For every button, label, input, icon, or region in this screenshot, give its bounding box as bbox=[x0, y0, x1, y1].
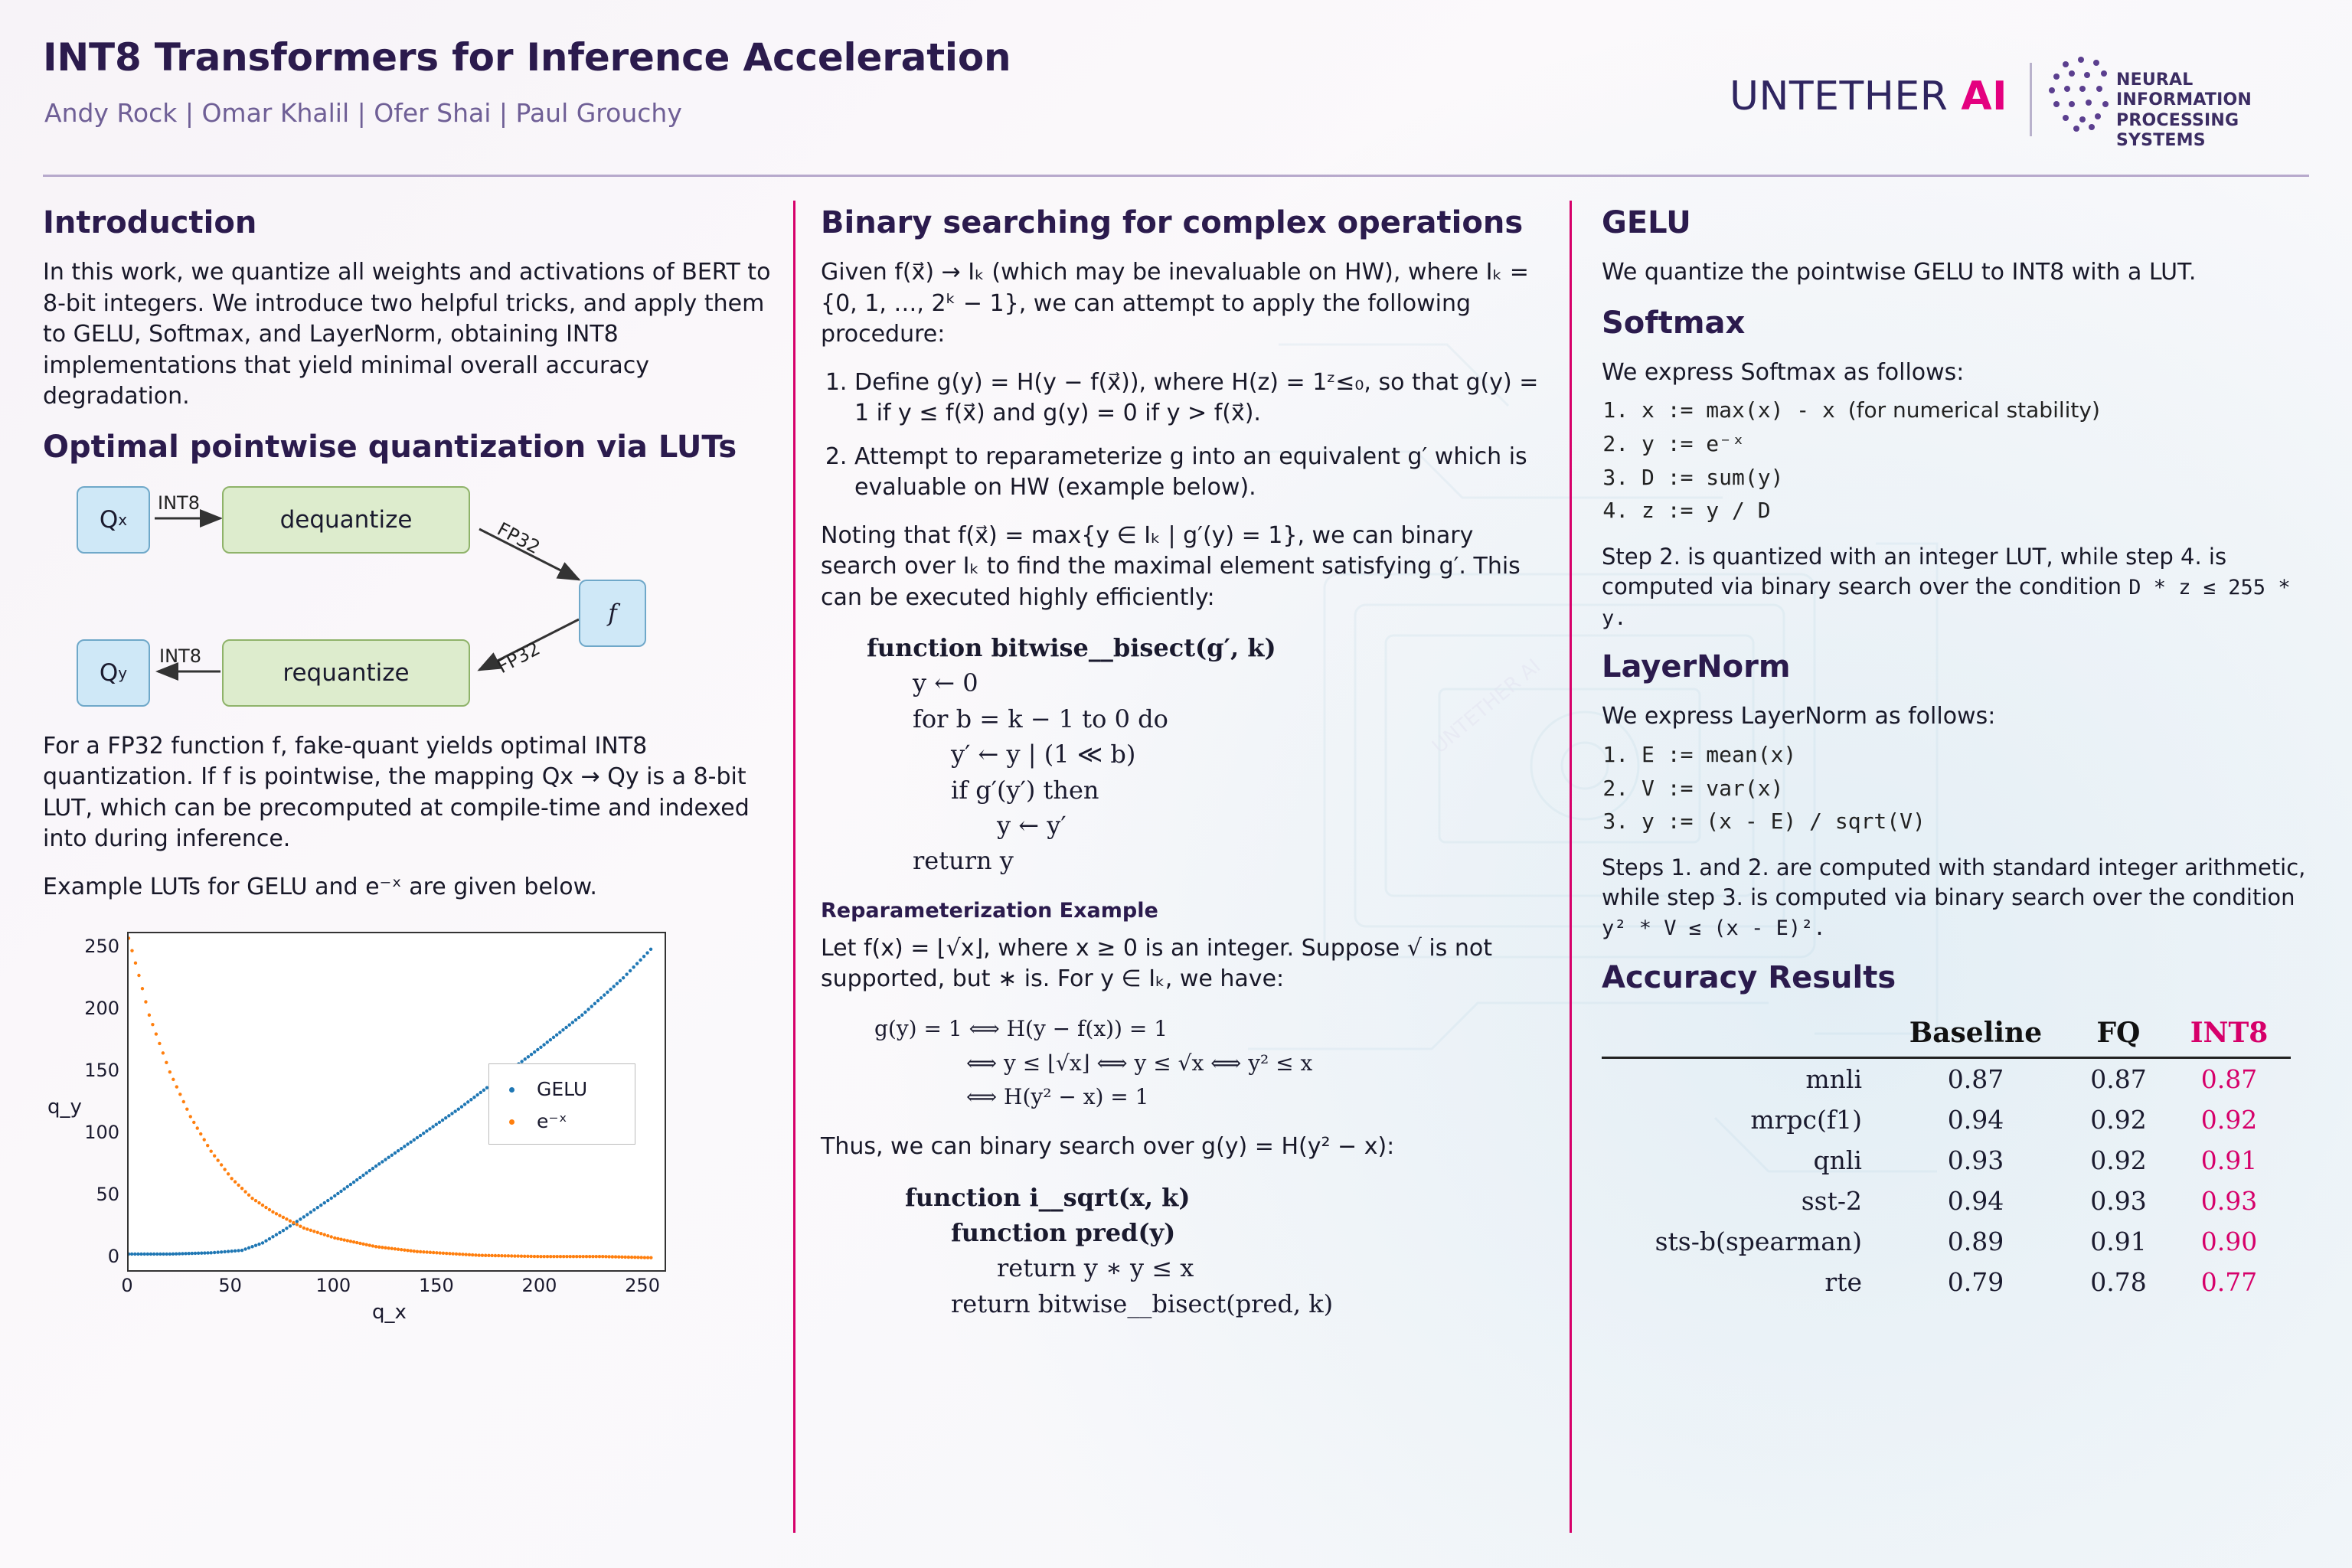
layernorm-note: Steps 1. and 2. are computed with standard integer arithmetic, while step 3. is computed via binary search over the condition y² * V ≤ (x - E)². bbox=[1602, 854, 2306, 941]
cell-fq: 0.91 bbox=[2090, 1226, 2147, 1256]
chart-legend bbox=[488, 1063, 635, 1145]
layernorm-note-condition: y² * V ≤ (x - E)². bbox=[1602, 916, 1826, 941]
table-row bbox=[1602, 1221, 2291, 1262]
lut-heading: Optimal pointwise quantization via LUTs bbox=[43, 429, 737, 465]
table-header-row bbox=[1602, 1012, 2291, 1058]
gelu-body: We quantize the pointwise GELU to INT8 with a LUT. bbox=[1602, 259, 2197, 286]
cell-baseline: 0.94 bbox=[1947, 1185, 2004, 1216]
table-body bbox=[1602, 1057, 2291, 1302]
algo1-line-4: y′ ← y | (1 ≪ b) bbox=[951, 740, 1136, 769]
chart-xtick: 150 bbox=[418, 1275, 454, 1296]
cell-int8: 0.77 bbox=[2200, 1266, 2258, 1297]
cell-int8: 0.90 bbox=[2200, 1226, 2258, 1256]
cell-int8: 0.91 bbox=[2200, 1145, 2258, 1175]
author-list: Andy Rock | Omar Khalil | Ofer Shai | Paul Grouchy bbox=[44, 98, 682, 128]
col-header-fq: FQ bbox=[2096, 1016, 2141, 1049]
chart-ytick: 150 bbox=[84, 1060, 119, 1082]
cell-task: mnli bbox=[1805, 1063, 1862, 1094]
column-middle bbox=[821, 205, 1556, 1340]
softmax-intro: We express Softmax as follows: bbox=[1602, 358, 1965, 386]
cell-int8: 0.87 bbox=[2200, 1063, 2258, 1094]
softmax-step-3: 3. D := sum(y) bbox=[1642, 463, 2314, 492]
algo2-line-4: return bitwise__bisect(pred, k) bbox=[951, 1289, 1334, 1318]
reparameterization-conclusion: Thus, we can binary search over g(y) = H(y² − x): bbox=[821, 1133, 1395, 1161]
quantization-diagram bbox=[43, 482, 747, 711]
company-logo bbox=[1730, 74, 2007, 119]
lut-body-2: Example LUTs for GELU and e⁻ˣ are given below. bbox=[43, 873, 597, 900]
algo1-line-1: function bitwise__bisect(g′, k) bbox=[867, 633, 1276, 662]
column-divider-1 bbox=[793, 201, 795, 1533]
cell-task: qnli bbox=[1813, 1145, 1862, 1175]
binary-search-intro: Given f(x⃗) → Iₖ (which may be inevaluable on HW), where Iₖ = {0, 1, …, 2ᵏ − 1}, we can attempt to apply the following procedure: bbox=[821, 259, 1529, 348]
chart-ytick: 50 bbox=[96, 1183, 119, 1205]
svg-text:UNTETHER AI: UNTETHER AI bbox=[1428, 655, 1546, 759]
introduction-body: In this work, we quantize all weights and activations of BERT to 8-bit integers. We introduce two helpful tricks, and apply them to GELU, Softmax, and LayerNorm, obtaining INT8 implementations that yield minimal overall accuracy degradation. bbox=[43, 259, 771, 410]
cell-task: sts-b(spearman) bbox=[1655, 1226, 1862, 1256]
cell-baseline: 0.94 bbox=[1947, 1104, 2004, 1135]
softmax-step-4: 4. z := y / D bbox=[1642, 496, 2314, 525]
algo1-line-2: y ← 0 bbox=[913, 668, 978, 698]
cell-int8: 0.93 bbox=[2200, 1185, 2258, 1216]
int8-label-top: INT8 bbox=[158, 492, 200, 514]
gelu-heading: GELU bbox=[1602, 205, 1691, 240]
neurips-logo-text: NEURAL INFORMATION PROCESSING SYSTEMS bbox=[2116, 70, 2252, 151]
cell-baseline: 0.87 bbox=[1947, 1063, 2004, 1094]
column-divider-2 bbox=[1570, 201, 1572, 1533]
procedure-steps bbox=[821, 368, 1556, 504]
cell-fq: 0.93 bbox=[2090, 1185, 2147, 1216]
accuracy-results-table bbox=[1602, 1012, 2291, 1302]
chart-xtick: 250 bbox=[625, 1275, 660, 1296]
cell-fq: 0.87 bbox=[2090, 1063, 2147, 1094]
introduction-heading: Introduction bbox=[43, 205, 257, 240]
layernorm-step-1: 1. E := mean(x) bbox=[1642, 740, 2314, 769]
cell-fq: 0.92 bbox=[2090, 1104, 2147, 1135]
algo1-line-3: for b = k − 1 to 0 do bbox=[913, 704, 1168, 733]
chart-ylabel: q_y bbox=[47, 1096, 82, 1119]
dequantize-node: dequantize bbox=[222, 486, 470, 554]
algo1-line-5: if g′(y′) then bbox=[951, 775, 1099, 805]
chart-plot-area bbox=[127, 932, 666, 1272]
table-row bbox=[1602, 1099, 2291, 1140]
cell-fq: 0.78 bbox=[2090, 1266, 2147, 1297]
cell-task: rte bbox=[1824, 1266, 1862, 1297]
layernorm-heading: LayerNorm bbox=[1602, 649, 1791, 685]
binary-search-noting: Noting that f(x⃗) = max{y ∈ Iₖ | g′(y) = 1}, we can binary search over Iₖ to find the maximal element satisfying g′. This can be executed highly efficiently: bbox=[821, 521, 1521, 611]
column-right bbox=[1602, 205, 2314, 1302]
binary-search-heading: Binary searching for complex operations bbox=[821, 205, 1524, 240]
chart-ytick: 250 bbox=[84, 936, 119, 958]
lut-chart bbox=[43, 920, 717, 1333]
fp32-label-bottom: FP32 bbox=[493, 637, 544, 678]
legend-marker-exp bbox=[509, 1119, 514, 1125]
chart-xtick: 200 bbox=[521, 1275, 557, 1296]
qy-node: Q y bbox=[77, 639, 150, 707]
col-header-task bbox=[1602, 1012, 1882, 1058]
procedure-step-1: 1. Define g(y) = H(y − f(x⃗)), where H(z) = 1ᶻ≤₀, so that g(y) = 1 if y ≤ f(x⃗) and g(y) = 0 if y > f(x⃗). bbox=[854, 368, 1556, 430]
int8-label-bottom: INT8 bbox=[159, 645, 201, 667]
table-row bbox=[1602, 1057, 2291, 1099]
accuracy-results-heading: Accuracy Results bbox=[1602, 959, 1896, 995]
chart-xtick: 100 bbox=[315, 1275, 351, 1296]
requantize-node: requantize bbox=[222, 639, 470, 707]
logo-divider bbox=[2030, 63, 2032, 136]
col-header-int8: INT8 bbox=[2190, 1016, 2269, 1049]
cell-baseline: 0.93 bbox=[1947, 1145, 2004, 1175]
algo1-line-7: return y bbox=[913, 846, 1014, 876]
table-row bbox=[1602, 1140, 2291, 1181]
legend-label-exp: e⁻ˣ bbox=[537, 1110, 567, 1132]
softmax-step-2: 2. y := e⁻ˣ bbox=[1642, 430, 2314, 459]
layernorm-step-2: 2. V := var(x) bbox=[1642, 774, 2314, 803]
chart-xlabel: q_x bbox=[372, 1301, 407, 1324]
algo2-line-2: function pred(y) bbox=[951, 1218, 1176, 1248]
fp32-label-top: FP32 bbox=[493, 518, 544, 558]
cell-task: mrpc(f1) bbox=[1750, 1104, 1862, 1135]
cell-task: sst-2 bbox=[1801, 1185, 1862, 1216]
chart-ytick: 100 bbox=[84, 1122, 119, 1144]
softmax-note-condition: D * z ≤ 255 * y. bbox=[1602, 576, 2291, 630]
softmax-step-1: 1. x := max(x) - x (for numerical stability) bbox=[1642, 396, 2314, 425]
softmax-step-1-note: (for numerical stability) bbox=[1847, 397, 2100, 423]
poster-header bbox=[0, 0, 2352, 178]
algo2-line-1: function i__sqrt(x, k) bbox=[905, 1182, 1191, 1212]
eq-line-3: ⟺ H(y² − x) = 1 bbox=[966, 1084, 1149, 1110]
lut-body-1: For a FP32 function f, fake-quant yields optimal INT8 quantization. If f is pointwise, the mapping Qx → Qy is a 8-bit LUT, which can be precomputed at compile-time and indexed into during inference. bbox=[43, 732, 750, 852]
table-row bbox=[1602, 1181, 2291, 1221]
company-name: UNTETHER bbox=[1729, 74, 1949, 119]
qx-node: Q x bbox=[77, 486, 150, 554]
layernorm-intro: We express LayerNorm as follows: bbox=[1602, 703, 1996, 730]
layernorm-step-3: 3. y := (x - E) / sqrt(V) bbox=[1642, 807, 2314, 836]
header-divider bbox=[43, 175, 2309, 177]
cell-baseline: 0.79 bbox=[1947, 1266, 2004, 1297]
chart-ytick: 200 bbox=[84, 998, 119, 1020]
chart-xtick: 50 bbox=[218, 1275, 242, 1296]
legend-marker-gelu bbox=[509, 1087, 514, 1093]
procedure-step-2: 2. Attempt to reparameterize g into an equivalent g′ which is evaluable on HW (example below). bbox=[854, 442, 1556, 504]
cell-fq: 0.92 bbox=[2090, 1145, 2147, 1175]
chart-xtick: 0 bbox=[121, 1275, 133, 1296]
algo1-line-6: y ← y′ bbox=[997, 810, 1067, 840]
softmax-heading: Softmax bbox=[1602, 305, 1746, 341]
reparameterization-equations bbox=[821, 1012, 1556, 1115]
column-left bbox=[43, 205, 778, 1333]
reparameterization-body: Let f(x) = ⌊√x⌋, where x ≥ 0 is an integer. Suppose √ is not supported, but ∗ is. For y ∈ Iₖ, we have: bbox=[821, 934, 1493, 993]
algo2-line-3: return y ∗ y ≤ x bbox=[997, 1253, 1194, 1283]
softmax-steps bbox=[1602, 396, 2314, 525]
layernorm-steps bbox=[1602, 740, 2314, 836]
company-name-accent: AI bbox=[1961, 74, 2007, 119]
table-row bbox=[1602, 1262, 2291, 1302]
softmax-note: Step 2. is quantized with an integer LUT, while step 4. is computed via binary search over the condition D * z ≤ 255 * y. bbox=[1602, 544, 2291, 630]
eq-line-2: ⟺ y ≤ ⌊√x⌋ ⟺ y ≤ √x ⟺ y² ≤ x bbox=[966, 1050, 1313, 1076]
page-title: INT8 Transformers for Inference Acceleration bbox=[43, 35, 1011, 80]
algorithm-i-sqrt bbox=[821, 1180, 1556, 1322]
cell-baseline: 0.89 bbox=[1947, 1226, 2004, 1256]
chart-ytick: 0 bbox=[107, 1245, 119, 1267]
reparameterization-heading: Reparameterization Example bbox=[821, 898, 1158, 923]
algorithm-bitwise-bisect bbox=[821, 630, 1556, 879]
cell-int8: 0.92 bbox=[2200, 1104, 2258, 1135]
f-node: f bbox=[579, 580, 646, 647]
legend-label-gelu: GELU bbox=[537, 1078, 588, 1100]
col-header-baseline: Baseline bbox=[1909, 1016, 2043, 1049]
eq-line-1: g(y) = 1 ⟺ H(y − f(x)) = 1 bbox=[874, 1015, 1168, 1041]
